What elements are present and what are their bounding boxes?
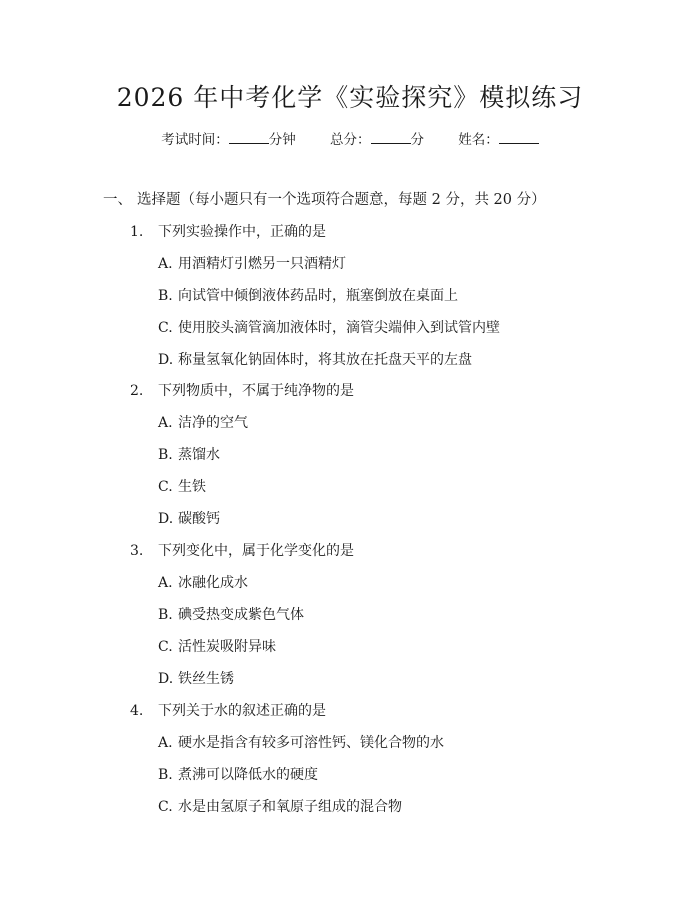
- option-text: 使用胶头滴管滴加液体时，滴管尖端伸入到试管内壁: [178, 320, 500, 336]
- question-text: 下列物质中，不属于纯净物的是: [158, 383, 354, 399]
- option-text: 冰融化成水: [178, 575, 248, 591]
- option-label: D.: [158, 671, 174, 687]
- total-score-blank[interactable]: [371, 130, 411, 144]
- option-label: C.: [158, 479, 173, 495]
- option-label: B.: [158, 447, 173, 463]
- student-name-field: [458, 132, 539, 148]
- student-name-blank[interactable]: [499, 130, 539, 144]
- section-heading: [103, 189, 546, 211]
- option-label: A.: [158, 256, 173, 272]
- total-score-unit: 分: [410, 132, 424, 148]
- option-text: 蒸馏水: [178, 447, 220, 463]
- option-label: B.: [158, 607, 173, 623]
- option-label: C.: [158, 639, 173, 655]
- exam-time-blank[interactable]: [229, 130, 269, 144]
- option-text: 碘受热变成紫色气体: [178, 607, 304, 623]
- question-text: 下列实验操作中，正确的是: [158, 224, 326, 240]
- option-text: 碳酸钙: [178, 511, 220, 527]
- question-number: 3.: [130, 543, 144, 559]
- option-label: A.: [158, 575, 173, 591]
- question-number: 1.: [130, 224, 144, 240]
- option-text: 活性炭吸附异味: [178, 639, 276, 655]
- option-text: 硬水是指含有较多可溶性钙、镁化合物的水: [178, 735, 444, 751]
- option-label: B.: [158, 767, 173, 783]
- option-text: 生铁: [178, 479, 206, 495]
- total-score-field: [330, 132, 424, 148]
- question-text: 下列变化中，属于化学变化的是: [158, 543, 354, 559]
- student-name-label: 姓名：: [458, 132, 499, 148]
- question-number: 4.: [130, 703, 144, 719]
- question-text: 下列关于水的叙述正确的是: [158, 703, 326, 719]
- section-number: 一、: [103, 192, 132, 208]
- option-text: 铁丝生锈: [178, 671, 234, 687]
- exam-info-line: [0, 130, 700, 150]
- option-label: B.: [158, 288, 173, 304]
- option-text: 用酒精灯引燃另一只酒精灯: [178, 256, 346, 272]
- option-text: 称量氢氧化钠固体时，将其放在托盘天平的左盘: [178, 352, 472, 368]
- exam-time-field: [161, 132, 296, 148]
- option-label: D.: [158, 352, 174, 368]
- exam-time-label: 考试时间：: [161, 132, 229, 148]
- option-text: 水是由氢原子和氧原子组成的混合物: [178, 799, 402, 815]
- option-label: C.: [158, 799, 173, 815]
- section-text: 选择题（每小题只有一个选项符合题意，每题 2 分，共 20 分）: [137, 192, 546, 208]
- option-text: 向试管中倾倒液体药品时，瓶塞倒放在桌面上: [178, 288, 458, 304]
- option-label: C.: [158, 320, 173, 336]
- exam-time-unit: 分钟: [268, 132, 296, 148]
- option-label: A.: [158, 735, 173, 751]
- question-number: 2.: [130, 383, 144, 399]
- option-label: D.: [158, 511, 174, 527]
- page-title: 2026 年中考化学《实验探究》模拟练习: [116, 83, 584, 112]
- total-score-label: 总分：: [330, 132, 371, 148]
- option-label: A.: [158, 415, 173, 431]
- option-text: 洁净的空气: [178, 415, 248, 431]
- option-text: 煮沸可以降低水的硬度: [178, 767, 318, 783]
